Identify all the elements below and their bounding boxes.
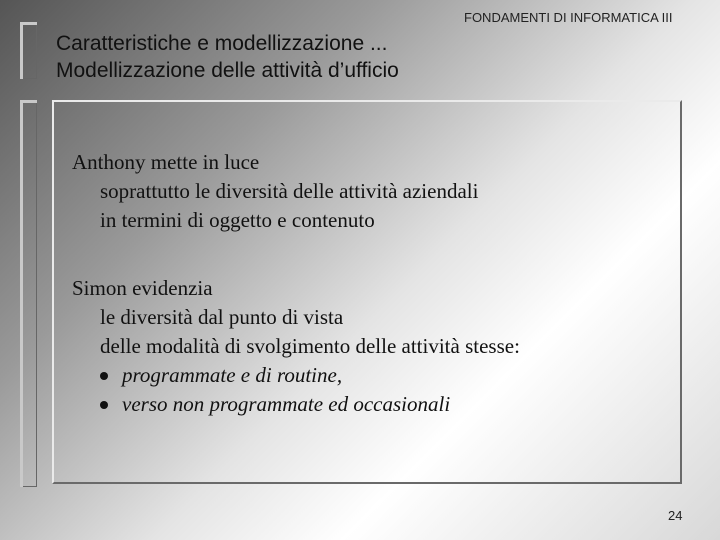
anthony-line-1: soprattutto le diversità delle attività aziendali bbox=[100, 179, 479, 203]
simon-line-1: le diversità dal punto di vista bbox=[100, 305, 344, 329]
course-header: FONDAMENTI DI INFORMATICA III bbox=[464, 10, 673, 25]
page-number: 24 bbox=[668, 508, 683, 523]
bullet-dot-icon bbox=[100, 401, 108, 409]
anthony-paragraph bbox=[72, 148, 478, 235]
anthony-line-2: in termini di oggetto e contenuto bbox=[100, 208, 375, 232]
simon-paragraph bbox=[72, 274, 520, 419]
simon-lead: Simon evidenzia bbox=[72, 276, 213, 300]
bullet-text: programmate e di routine, bbox=[122, 363, 343, 387]
bullet-text: verso non programmate ed occasionali bbox=[122, 392, 451, 416]
title-bracket-decoration bbox=[20, 22, 37, 79]
slide-title-line1: Caratteristiche e modellizzazione ... bbox=[56, 32, 388, 55]
anthony-lead: Anthony mette in luce bbox=[72, 150, 260, 174]
bullet-item bbox=[100, 361, 520, 390]
content-bracket-decoration bbox=[20, 100, 37, 487]
simon-line-2: delle modalità di svolgimento delle attività stesse: bbox=[100, 334, 520, 358]
slide-title-line2: Modellizzazione delle attività d’ufficio bbox=[56, 59, 399, 82]
bullet-item bbox=[100, 390, 520, 419]
slide-title bbox=[56, 30, 399, 84]
bullet-dot-icon bbox=[100, 372, 108, 380]
simon-bullet-list bbox=[72, 361, 520, 419]
